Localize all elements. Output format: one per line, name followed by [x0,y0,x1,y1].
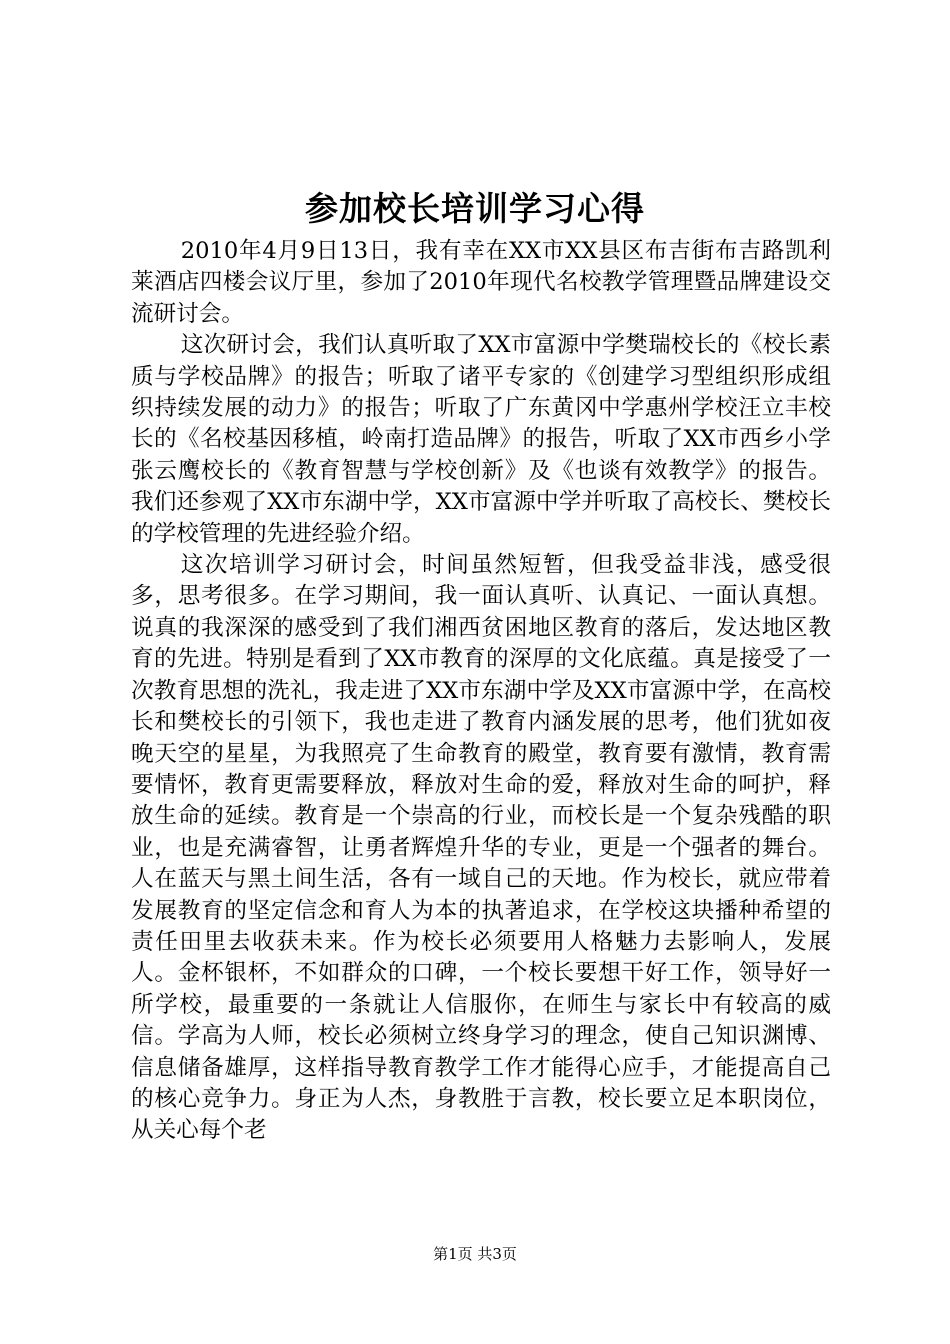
document-body [131,236,831,1147]
page-number-footer: 第1页 共3页 [433,1245,517,1263]
paragraph: 这次培训学习研讨会，时间虽然短暂，但我受益非浅，感受很多，思考很多。在学习期间，我一面认真听、认真记、一面认真想。说真的我深深的感受到了我们湘西贫困地区教育的落后，发达地区教育的先进。特别是看到了XX市教育的深厚的文化底蕴。真是接受了一次教育思想的洗礼，我走进了XX市东湖中学及XX市富源中学，在高校长和樊校长的引领下，我也走进了教育内涵发展的思考，他们犹如夜晚天空的星星，为我照亮了生命教育的殿堂，教育要有激情，教育需要情怀，教育更需要释放，释放对生命的爱，释放对生命的呵护，释放生命的延续。教育是一个崇高的行业，而校长是一个复杂残酷的职业，也是充满睿智，让勇者辉煌升华的专业，更是一个强者的舞台。人在蓝天与黑土间生活，各有一域自己的天地。作为校长，就应带着发展教育的坚定信念和育人为本的执著追求，在学校这块播种希望的责任田里去收获未来。作为校长必须要用人格魅力去影响人，发展人。金杯银杯，不如群众的口碑，一个校长要想干好工作，领导好一所学校，最重要的一条就让人信服你，在师生与家长中有较高的威信。学高为人师，校长必须树立终身学习的理念，使自己知识渊博、信息储备雄厚，这样指导教育教学工作才能得心应手，才能提高自己的核心竞争力。身正为人杰，身教胜于言教，校长要立足本职岗位，从关心每个老 [131,552,831,1144]
paragraph: 2010年4月9日13日，我有幸在XX市XX县区布吉街布吉路凯利莱酒店四楼会议厅里，参加了2010年现代名校教学管理暨品牌建设交流研讨会。 [131,238,831,327]
document-title: 参加校长培训学习心得 [305,189,645,228]
paragraph: 这次研讨会，我们认真听取了XX市富源中学樊瑞校长的《校长素质与学校品牌》的报告；听取了诸平专家的《创建学习型组织形成组织持续发展的动力》的报告；听取了广东黄冈中学惠州学校汪立丰校长的《名校基因移植，岭南打造品牌》的报告，听取了XX市西乡小学张云鹰校长的《教育智慧与学校创新》及《也谈有效教学》的报告。我们还参观了XX市东湖中学，XX市富源中学并听取了高校长、樊校长的学校管理的先进经验介绍。 [131,332,831,547]
